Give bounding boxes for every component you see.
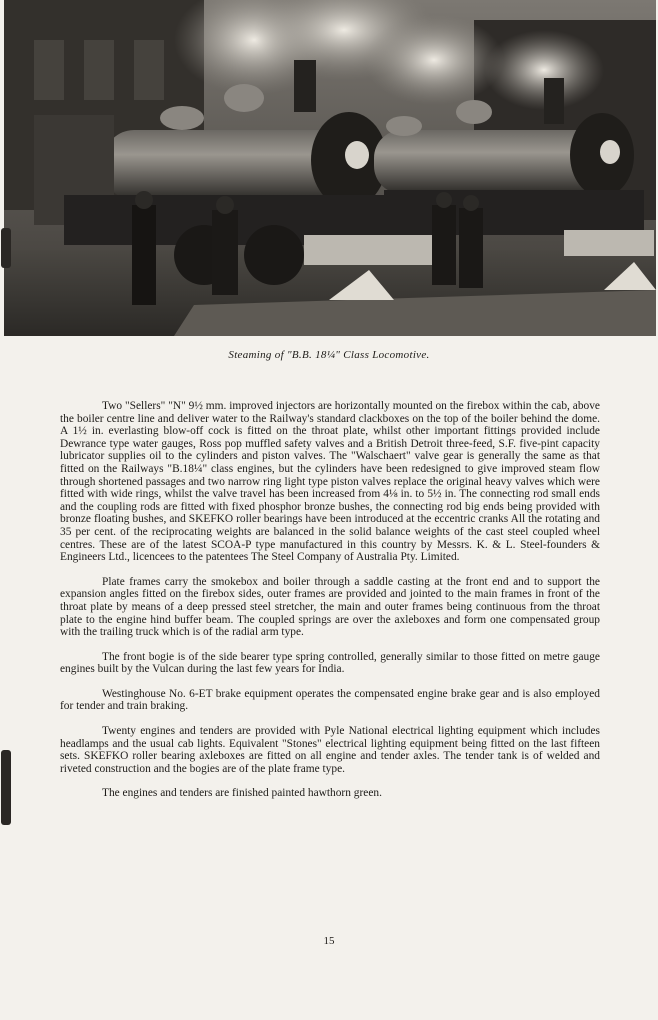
article-body [60, 400, 600, 812]
paragraph-lighting: Twenty engines and tenders are provided with Pyle National electrical lighting equipment which includes headlamps and the usual cab lights. Equivalent "Stones" electrical lighting equipment being fitted on the last fifteen sets. SKEFKO roller bearing axleboxes are fitted on all engine and tender axles. The tender tank is of welded and riveted construction and the bogies are of the plate frame type. [60, 725, 600, 775]
paragraph-paint: The engines and tenders are finished painted hawthorn green. [102, 787, 382, 800]
paragraph-bogie: The front bogie is of the side bearer type spring controlled, generally similar to those fitted on metre gauge engines built by the Vulcan during the last few years for India. [60, 650, 600, 676]
binding-mark-bottom [1, 750, 11, 825]
paragraph-injectors: Two "Sellers" "N" 9½ mm. improved injectors are horizontally mounted on the firebox within the cab, above the boiler centre line and deliver water to the Railway's standard clackboxes on the top of the boiler behind the dome. A 1½ in. everlasting blow-off cock is fitted on the throat plate, whilst other important fittings provided include Dewrance type water gauges, Ross pop muffled safety valves and a British Detroit three-feed, S.F. five-pint capacity lubricator supplies oil to the cylinders and piston valves. The "Walschaert" valve gear is generally the same as that fitted on the Railways "B.18¼" class engines, but the cylinders have been redesigned to give improved steam flow through shortened passages and two narrow ring light type piston valves replace the original heavy valves which were fitted with wide rings, whilst the valve travel has been increased from 4⅛ in. to 5½ in. The connecting rod small ends and the coupling rods are fitted with fixed phosphor bronze bushes, the connecting rod big ends being provided with bronze floating bushes, and SKEFKO roller bearings have been introduced at the eccentric cranks All the rotating and 35 per cent. of the reciprocating weights are balanced in the solid balance weights of the cast steel coupled wheel centres. These are of the latest SCOA-P type manufactured in this country by Messrs. K. & L. Steel-founders & Engineers Ltd., licencees to the patentees The Steel Company of Australia Pty. Limited. [60, 400, 600, 564]
paragraph-frames: Plate frames carry the smokebox and boiler through a saddle casting at the front end and to support the expansion angles fitted on the firebox sides, outer frames are provided and jointed to the main frames in front of the throat plate by means of a deep pressed steel stretcher, the main and outer frames being continuous from the throat plate to the engine hind buffer beam. The coupled springs are over the axleboxes and form one compensated group with the trailing truck which is of the radial arm type. [60, 575, 600, 639]
binding-mark-top [1, 228, 11, 268]
paragraph-brakes: Westinghouse No. 6-ET brake equipment operates the compensated engine brake gear and is also employed for tender and train braking. [60, 687, 600, 713]
page-number: 15 [323, 935, 335, 947]
locomotive-photo-illustration [4, 0, 656, 336]
locomotive-photograph [4, 0, 656, 336]
photo-caption: Steaming of "B.B. 18¼" Class Locomotive. [228, 349, 430, 361]
